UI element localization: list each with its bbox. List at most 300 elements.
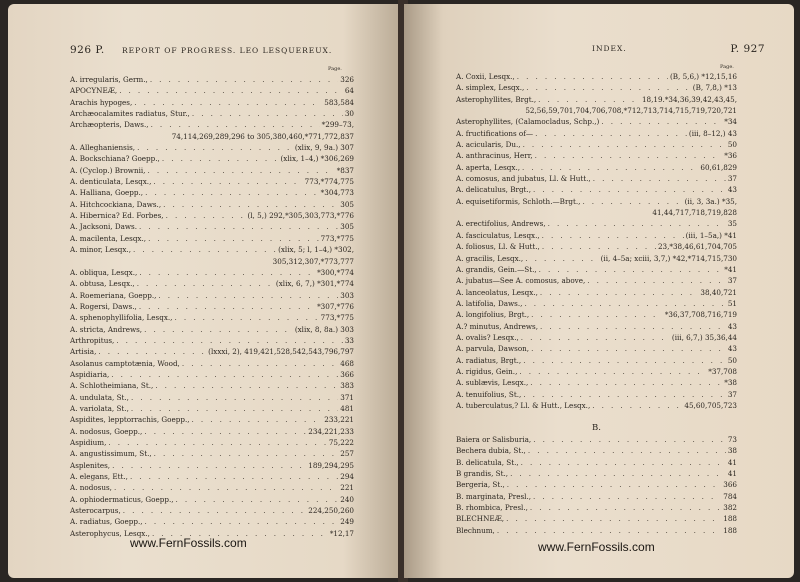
index-entry: [456, 150, 737, 161]
entry-name: A. fasciculatus, Lesqx.,: [456, 230, 540, 240]
entry-page-refs: (iii, 8–12,) 43: [688, 128, 737, 138]
dot-leader: [506, 513, 721, 524]
left-page: [8, 4, 402, 578]
index-entry: [456, 332, 737, 343]
entry-page-refs: 366: [723, 480, 737, 490]
entry-page-refs: 294: [340, 472, 354, 482]
dot-leader: [151, 119, 320, 130]
index-entry: [456, 139, 737, 150]
entry-page-refs: *34: [724, 117, 737, 127]
index-entry: [70, 153, 354, 164]
entry-page-refs: 305: [340, 199, 354, 209]
entry-name: A. Hibernica? Ed. Forbes,: [70, 211, 164, 221]
dot-leader: [535, 128, 687, 139]
dot-leader: [510, 468, 726, 479]
entry-name: A. elegans, Ett.,: [70, 472, 128, 482]
dot-leader: [528, 445, 726, 456]
entry-name: A. obliqua, Lesqx.,: [70, 267, 138, 277]
index-entry: [456, 275, 737, 286]
left-running-title: REPORT OF PROGRESS. LEO LESQUEREUX.: [122, 46, 333, 55]
entry-page-refs: 240: [340, 494, 354, 504]
entry-name: A. ophiodermaticus, Goepp.,: [70, 494, 174, 504]
entry-page-refs: (lxxxi, 2), 419,421,528,542,543,796,797: [208, 347, 354, 357]
dot-leader: [523, 139, 726, 150]
entry-name: A. sublævis, Lesqx.,: [456, 378, 529, 388]
entry-page-refs: *41: [724, 264, 737, 274]
dot-leader: [542, 230, 684, 241]
entry-page-refs: 38: [727, 446, 737, 456]
entry-name: 74,114,269,289,296 to 305,380,460,*771,772,837: [171, 131, 354, 141]
index-entry: [70, 369, 354, 380]
entry-name: A. macilenta, Lesqx.,: [70, 233, 147, 243]
entry-page-refs: 303: [340, 290, 354, 300]
entry-page-refs: 583,584: [324, 97, 354, 107]
entry-page-refs: *36,37,708,716,719: [664, 310, 737, 320]
dot-leader: [521, 332, 670, 343]
dot-leader: [144, 426, 306, 437]
index-entry: [456, 343, 737, 354]
entry-name: A. tenuifolius, St.,: [456, 389, 522, 399]
index-entry: [70, 471, 354, 482]
index-entry: [456, 445, 737, 456]
dot-leader: [525, 253, 598, 264]
index-entry: [70, 108, 354, 119]
entry-page-refs: (xlix, 8, 8a.) 303: [294, 324, 354, 334]
right-page: [404, 4, 794, 578]
entry-name: A. foliosus, Ll. & Hutt.,: [456, 242, 540, 252]
index-entry: [456, 309, 737, 320]
index-entry: [456, 321, 737, 332]
entry-page-refs: (B, 5,6,) *12,15,16: [669, 72, 737, 81]
entry-name: Artisia,: [70, 347, 97, 357]
entry-name: A. Roemeriana, Goepp.,: [70, 290, 157, 300]
index-entry: [70, 187, 354, 198]
index-entry: [70, 516, 354, 527]
right-column-label: Page.: [720, 64, 734, 70]
entry-page-refs: 305: [340, 222, 354, 232]
entry-name: A. irregularis, Germ.,: [70, 75, 148, 84]
dot-leader: [137, 142, 293, 153]
entry-name: Baiera or Salisburia,: [456, 435, 532, 444]
entry-page-refs: 249: [340, 517, 354, 527]
entry-name: A. aperta, Lesqx.,: [456, 162, 521, 172]
entry-page-refs: 784: [723, 491, 737, 501]
dot-leader: [540, 321, 726, 332]
index-entry: [456, 162, 737, 173]
entry-name: A. stricta, Andrews,: [70, 324, 143, 334]
index-entry: [456, 513, 737, 524]
left-page-number: 926 P.: [70, 44, 105, 56]
entry-page-refs: 43: [727, 344, 737, 354]
index-entry: [456, 116, 737, 127]
entry-page-refs: 257: [340, 449, 354, 459]
index-entry: [70, 482, 354, 493]
entry-page-refs: 773,*774,775: [304, 177, 354, 187]
entry-page-refs: *37,708: [708, 366, 737, 376]
dot-leader: [119, 85, 343, 96]
index-entry: [456, 355, 737, 366]
dot-leader: [530, 377, 722, 388]
dot-leader: [147, 165, 334, 176]
entry-page-refs: 221: [340, 483, 354, 493]
index-entry: [456, 264, 737, 275]
dot-leader: [123, 505, 307, 516]
entry-page-refs: *12,17: [329, 528, 354, 538]
entry-name: A. radiatus, Brgt.,: [456, 355, 522, 365]
entry-name: B. rhombica, Presl.,: [456, 503, 528, 513]
entry-name: A. Alleghaniensis,: [70, 143, 136, 153]
index-entry: [70, 119, 354, 130]
index-entry: [456, 253, 737, 264]
dot-leader: [519, 366, 706, 377]
index-entry: [456, 184, 737, 195]
entry-name: A. simplex, Lesqx.,: [456, 83, 525, 93]
entry-name: Asterophyllites, Brgt.,: [456, 94, 537, 104]
entry-name: A. acicularis, Du.,: [456, 140, 521, 150]
entry-page-refs: 383: [340, 381, 354, 391]
dot-leader: [523, 355, 726, 366]
dot-leader: [98, 346, 206, 357]
entry-name: A. Jacksoni, Daws.: [70, 222, 137, 232]
index-entry: [70, 414, 354, 425]
entry-name: A. obtusa, Lesqx.,: [70, 279, 135, 289]
dot-leader: [535, 150, 723, 161]
entry-name: A. Schlotheimiana, St.,: [70, 381, 154, 391]
dot-leader: [521, 457, 726, 468]
entry-page-refs: 64: [344, 86, 354, 96]
entry-name: A. jubatus—See A. comosus, above,: [456, 276, 586, 286]
entry-name: 41,44,717,718,719,828: [652, 208, 737, 218]
entry-name: A. delicatulus, Brgt.,: [456, 185, 532, 195]
index-entry: [70, 380, 354, 391]
index-entry: [456, 71, 737, 82]
entry-name: A. comosus, and jubatus, Ll. & Hutt.,: [456, 174, 591, 184]
dot-leader: [145, 187, 319, 198]
dot-leader: [174, 312, 318, 323]
entry-page-refs: (l, 5,) 292,*305,303,773,*776: [247, 211, 354, 221]
entry-name: A. Halliana, Goepp.,: [70, 188, 144, 198]
left-column-label: Page.: [328, 66, 342, 72]
entry-name: B. delicatula, St.,: [456, 457, 519, 467]
entry-name: A. longifolius, Brgt.,: [456, 310, 530, 320]
entry-name: A. Rogersi, Daws.,: [70, 301, 137, 311]
entry-name: A. variolata, St.,: [70, 403, 129, 413]
entry-page-refs: (xlix, 6, 7,) *301,*774: [275, 279, 354, 289]
dot-leader: [592, 400, 682, 411]
dot-leader: [539, 264, 723, 275]
index-entry: [70, 448, 354, 459]
index-entry: [456, 241, 737, 252]
index-entry: [70, 324, 354, 335]
entry-page-refs: 60,61,829: [700, 162, 737, 172]
index-entry: [70, 426, 354, 437]
index-entry: [70, 335, 354, 346]
entry-page-refs: 23,*38,46,61,704,705: [657, 242, 737, 252]
entry-name: A. Hitchcockiana, Daws.,: [70, 199, 162, 209]
entry-name: Bechera dubia, St.,: [456, 446, 526, 456]
index-entry: [456, 400, 737, 411]
entry-name: A. nodosus, Goepp.,: [70, 426, 143, 436]
entry-name: Aspidiaria,: [70, 369, 110, 379]
dot-leader: [166, 210, 246, 221]
index-entry: [456, 287, 737, 298]
dot-leader: [526, 82, 691, 93]
dot-leader: [137, 278, 274, 289]
left-page-header: [70, 44, 332, 56]
index-entry: [456, 491, 737, 502]
dot-leader: [131, 392, 338, 403]
right-page-number: P. 927: [730, 43, 765, 55]
entry-name: A. (Cyclop.) Brownii,: [70, 165, 146, 175]
index-entry: [456, 377, 737, 388]
dot-leader: [116, 335, 343, 346]
entry-page-refs: 382: [723, 503, 737, 513]
dot-leader: [145, 516, 339, 527]
entry-page-refs: 234,221,233: [308, 426, 354, 436]
entry-name: APOCYNEÆ,: [70, 86, 118, 96]
entry-page-refs: 37: [727, 174, 737, 184]
dot-leader: [531, 309, 663, 320]
entry-page-refs: (xlix, 5; l, 1–4,) *302,: [278, 245, 354, 255]
index-entry: [70, 290, 354, 301]
entry-page-refs: 18,19.*34,36,39,42,43,45,: [641, 94, 737, 104]
index-entry: [70, 346, 354, 357]
entry-name: B grandis, St.,: [456, 469, 509, 479]
dot-leader: [111, 369, 338, 380]
entry-page-refs: *307,*776: [317, 301, 354, 311]
dot-leader: [139, 267, 315, 278]
dot-leader: [533, 491, 721, 502]
entry-page-refs: 38,40,721: [700, 287, 737, 297]
entry-page-refs: 188: [723, 525, 737, 535]
entry-page-refs: 35: [727, 219, 737, 229]
index-entry: [70, 142, 354, 153]
dot-leader: [582, 196, 682, 207]
entry-name: B. marginata, Presl.,: [456, 491, 532, 501]
dot-leader: [108, 437, 326, 448]
dot-leader: [531, 343, 726, 354]
entry-name: 52,56,59,701,704,706,708,*712,713,714,715,719,720,721: [525, 106, 737, 116]
dot-leader: [112, 460, 306, 471]
entry-name: A. lanceolatus, Lesqx.,: [456, 287, 538, 297]
dot-leader: [148, 233, 319, 244]
entry-page-refs: (iii, 6,7,) 35,36,44: [671, 332, 737, 342]
index-entry: [456, 366, 737, 377]
entry-name: Aspidium,: [70, 438, 107, 447]
dot-leader: [601, 116, 722, 127]
index-entry: [70, 392, 354, 403]
dot-leader: [114, 482, 338, 493]
index-entry: [456, 389, 737, 400]
dot-leader: [131, 403, 338, 414]
entry-page-refs: 773,*775: [320, 233, 354, 243]
dot-leader: [530, 502, 721, 513]
dot-leader: [587, 275, 726, 286]
entry-page-refs: (iii, 1–5a,) *41: [685, 230, 737, 240]
dot-leader: [192, 414, 323, 425]
entry-page-refs: 468: [340, 358, 354, 368]
entry-page-refs: 37: [727, 389, 737, 399]
dot-leader: [523, 389, 726, 400]
dot-leader: [533, 434, 726, 445]
entry-page-refs: 73: [727, 435, 737, 444]
entry-name: A. Coxii, Lesqx.,: [456, 72, 515, 81]
index-entry: [70, 505, 354, 516]
dot-leader: [533, 184, 726, 195]
entry-page-refs: *837: [336, 165, 354, 175]
entry-page-refs: 233,221: [324, 415, 354, 425]
entry-page-refs: 188: [723, 514, 737, 524]
index-entry: [70, 278, 354, 289]
entry-page-refs: (ii, 4–5a; xciii, 3,7,) *42,*714,715,730: [600, 253, 737, 263]
entry-page-refs: *38: [724, 378, 737, 388]
entry-name: A. undulata, St.,: [70, 392, 129, 402]
section-spacer: [456, 411, 737, 422]
entry-name: Archæopteris, Daws.,: [70, 120, 149, 130]
index-entry: [456, 82, 737, 93]
index-entry: [456, 525, 737, 536]
entry-page-refs: 50: [727, 140, 737, 150]
entry-name: Archæocalamites radiatus, Stur.,: [70, 109, 190, 119]
entry-name: Asplenites,: [70, 460, 111, 470]
dot-leader: [542, 241, 656, 252]
entry-name: Bergeria, St.,: [456, 480, 505, 490]
dot-leader: [163, 199, 338, 210]
dot-leader: [522, 162, 698, 173]
index-entry: [456, 298, 737, 309]
index-continuation-line: [70, 256, 354, 267]
dot-leader: [192, 108, 343, 119]
entry-name: A. minor, Lesqx.,: [70, 245, 131, 255]
entry-page-refs: 33: [344, 335, 354, 345]
entry-page-refs: (B, 7,8,) *13: [692, 83, 737, 93]
entry-name: A. grandis, Gein.—St.,: [456, 264, 537, 274]
entry-page-refs: 51: [727, 298, 737, 308]
entry-name: Asterophyllites, (Calamocladus, Schp.,): [456, 117, 600, 127]
index-entry: [456, 128, 737, 139]
entry-page-refs: 41: [727, 457, 737, 467]
entry-page-refs: (xlix, 1–4,) *306,269: [280, 154, 354, 164]
entry-name: A. parvula, Dawson,: [456, 344, 530, 354]
entry-name: A. ovalis? Lesqx.,: [456, 332, 519, 342]
entry-page-refs: *299–73,: [321, 120, 354, 130]
entry-name: Asterocarpus,: [70, 506, 121, 516]
index-entry: [456, 502, 737, 513]
right-index-list: [456, 71, 737, 536]
dot-leader: [154, 448, 339, 459]
dot-leader: [538, 94, 640, 105]
entry-page-refs: 75,222: [328, 438, 354, 447]
entry-name: A.? minutus, Andrews,: [456, 321, 538, 331]
entry-page-refs: 371: [340, 392, 354, 402]
index-continuation-line: [456, 207, 737, 218]
index-entry: [70, 494, 354, 505]
index-entry: [70, 244, 354, 255]
index-entry: [70, 267, 354, 278]
entry-page-refs: 366: [340, 369, 354, 379]
entry-name: A. angustissimum, St.,: [70, 449, 152, 459]
entry-page-refs: 50: [727, 355, 737, 365]
entry-name: Aspidites, lepptorrachis, Goepp.,: [70, 415, 190, 425]
entry-page-refs: 326: [340, 75, 354, 84]
entry-name: A. Bockschiana? Goepp.,: [70, 154, 160, 164]
index-entry: [456, 196, 737, 207]
index-entry: [70, 233, 354, 244]
dot-leader: [540, 287, 699, 298]
index-entry: [70, 199, 354, 210]
entry-page-refs: 37: [727, 276, 737, 286]
dot-leader: [517, 71, 668, 82]
dot-leader: [497, 525, 721, 536]
dot-leader: [162, 153, 279, 164]
entry-name: A. denticulata, Lesqx.,: [70, 177, 152, 187]
entry-page-refs: 224,250,260: [308, 506, 354, 516]
index-entry: [70, 210, 354, 221]
dot-leader: [134, 97, 322, 108]
index-entry: [70, 301, 354, 312]
entry-name: A. fructifications of—: [456, 128, 534, 138]
entry-page-refs: *300,*774: [317, 267, 354, 277]
entry-name: A. equisetiformis, Schloth.—Brgt.,: [456, 196, 581, 206]
entry-name: A. anthracinus, Herr,: [456, 151, 533, 161]
index-entry: [456, 230, 737, 241]
index-entry: [70, 165, 354, 176]
index-entry: [456, 479, 737, 490]
dot-leader: [176, 494, 339, 505]
right-running-title: INDEX.: [592, 44, 627, 53]
dot-leader: [524, 298, 725, 309]
index-entry: [456, 468, 737, 479]
entry-name: BLECHNEÆ,: [456, 514, 505, 524]
entry-page-refs: 30: [344, 109, 354, 119]
entry-name: A. sphenophyllifolia, Lesqx.,: [70, 313, 173, 323]
entry-name: Arthropitus,: [70, 335, 115, 345]
dot-leader: [139, 301, 315, 312]
left-watermark: www.FernFossils.com: [130, 536, 247, 550]
index-continuation-line: [70, 131, 354, 142]
entry-name: A. radiatus, Goepp.,: [70, 517, 143, 527]
index-entry: [456, 434, 737, 445]
dot-leader: [139, 221, 338, 232]
dot-leader: [158, 290, 338, 301]
dot-leader: [130, 471, 338, 482]
index-entry: [456, 218, 737, 229]
dot-leader: [507, 479, 721, 490]
index-entry: [70, 460, 354, 471]
entry-name: A. latifolia, Daws.,: [456, 298, 523, 308]
index-entry: [70, 221, 354, 232]
index-entry: [456, 457, 737, 468]
entry-page-refs: 43: [727, 321, 737, 331]
dot-leader: [155, 380, 338, 391]
index-entry: [70, 358, 354, 369]
entry-name: Asterophycus, Lesqx.,: [70, 528, 150, 538]
index-entry: [70, 97, 354, 108]
right-watermark: www.FernFossils.com: [538, 540, 655, 554]
index-entry: [70, 74, 354, 85]
index-entry: [70, 85, 354, 96]
entry-name: Blechnum,: [456, 525, 495, 535]
index-entry: [70, 176, 354, 187]
entry-name: A. erectifolius, Andrews,: [456, 219, 546, 229]
index-entry: [70, 312, 354, 323]
dot-leader: [153, 176, 302, 187]
index-entry: [456, 173, 737, 184]
entry-page-refs: (ii, 3, 3a.) *35,: [684, 196, 737, 206]
left-index-list: [70, 74, 354, 539]
dot-leader: [182, 358, 338, 369]
entry-page-refs: 43: [727, 185, 737, 195]
